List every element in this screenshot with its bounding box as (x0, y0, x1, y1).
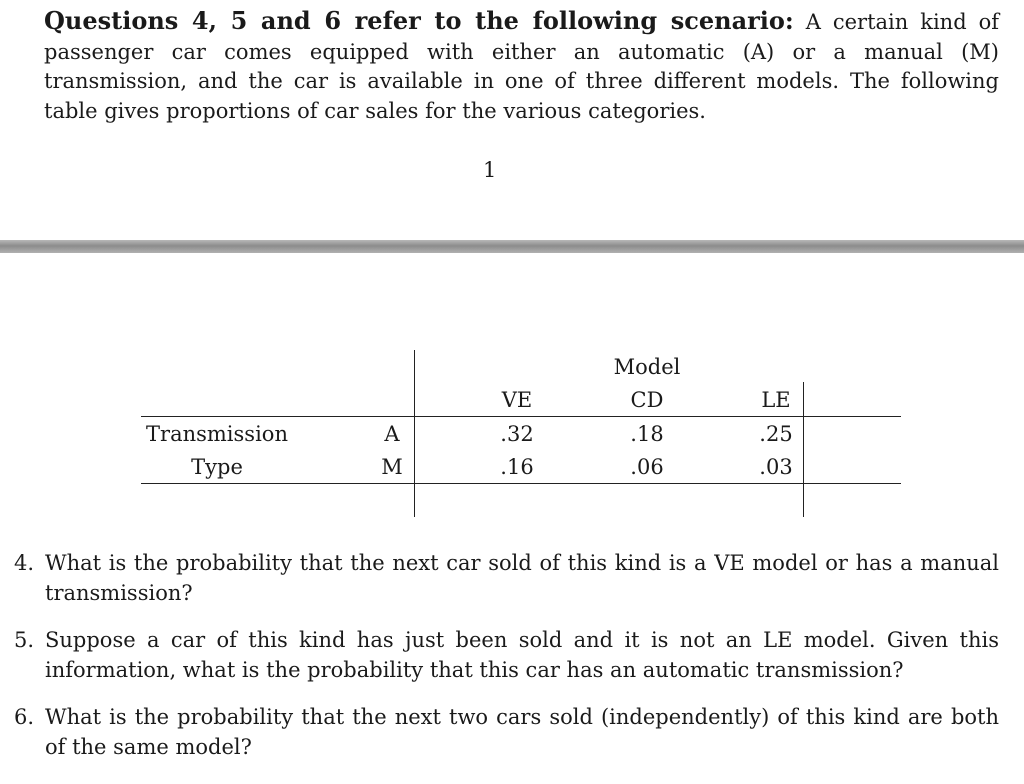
question-text: What is the probability that the next car sold of this kind is a VE model or has a manual transmission? (45, 551, 999, 605)
cell-m-le: .03 (759, 455, 793, 479)
question-number: 5. (14, 628, 35, 652)
question-4 (14, 549, 999, 608)
question-number: 6. (14, 705, 35, 729)
cell-m-cd: .06 (630, 455, 664, 479)
table-rule-bottom (141, 483, 901, 484)
question-text: Suppose a car of this kind has just been sold and it is not an LE model. Given this information, what is the probability that this car has an automatic transmission? (45, 628, 999, 682)
table-rule-header (141, 416, 901, 417)
page-number: 1 (483, 158, 497, 182)
row-label-m: M (381, 455, 403, 479)
cell-a-le: .25 (759, 422, 793, 446)
question-list (14, 549, 999, 780)
column-header-le: LE (761, 388, 791, 412)
question-5 (14, 626, 999, 685)
row-group-label-transmission: Transmission (146, 422, 288, 446)
column-header-cd: CD (630, 388, 664, 412)
row-label-a: A (384, 422, 400, 446)
scenario-heading: Questions 4, 5 and 6 refer to the following scenario: (44, 6, 794, 35)
question-text: What is the probability that the next two cars sold (independently) of this kind are both of the same model? (45, 705, 999, 759)
table-rule-left (414, 350, 415, 517)
row-group-label-type: Type (191, 455, 243, 479)
scenario-text: A certain kind of passenger car comes equipped with either an automatic (A) or a manual (M) transmission, and the car is available in one of three different models. The following table gives proportions of car sales for the various categories. (44, 10, 999, 123)
column-group-header-model: Model (613, 355, 681, 379)
cell-m-ve: .16 (500, 455, 534, 479)
cell-a-cd: .18 (630, 422, 664, 446)
cell-a-ve: .32 (500, 422, 534, 446)
column-header-ve: VE (501, 388, 533, 412)
question-number: 4. (14, 551, 35, 575)
question-6 (14, 703, 999, 762)
table-rule-right (803, 382, 804, 517)
